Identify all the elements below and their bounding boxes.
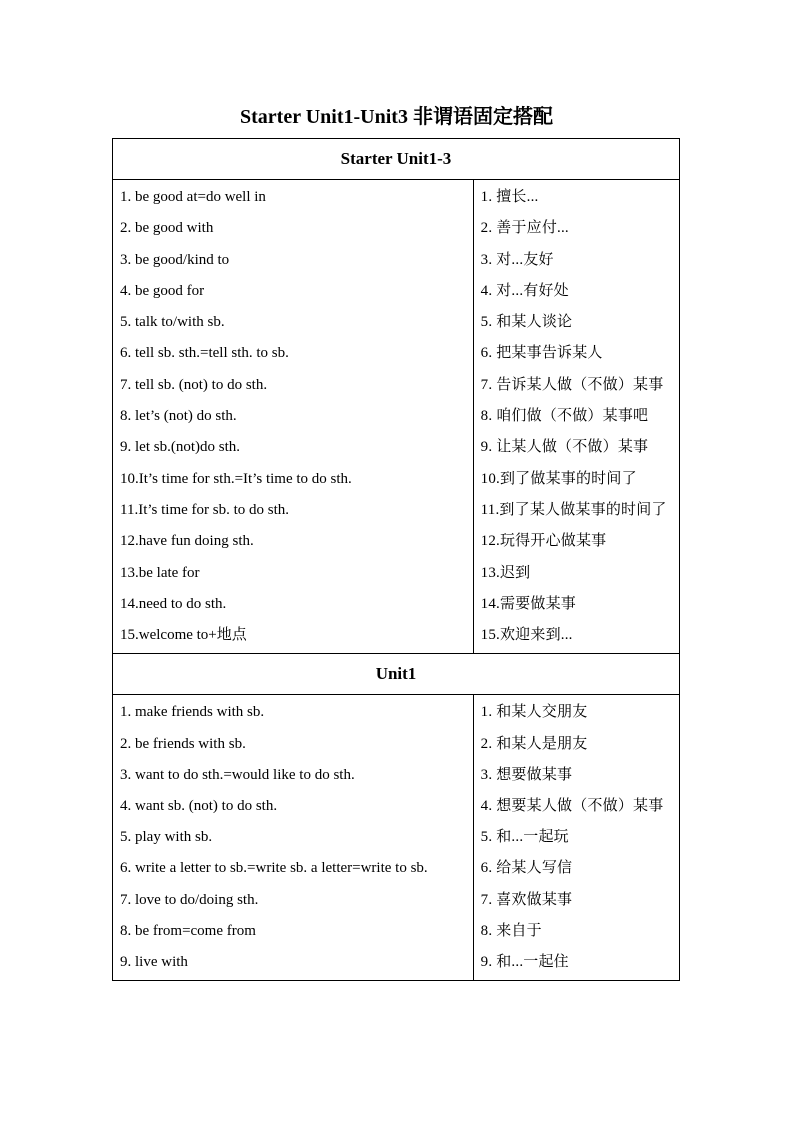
chinese-meaning-item: 12.玩得开心做某事 — [480, 533, 607, 550]
english-phrase-item: 4. want sb. (not) to do sth. — [120, 798, 278, 815]
chinese-meanings-cell — [473, 180, 679, 654]
chinese-meaning-item: 1. 和某人交朋友 — [480, 704, 588, 721]
english-phrase-item: 6. write a letter to sb.=write sb. a letter=write to sb. — [120, 860, 428, 877]
chinese-meaning-item: 5. 和...一起玩 — [480, 829, 569, 846]
chinese-meaning-item: 9. 和...一起住 — [480, 954, 569, 971]
chinese-meaning-item: 2. 和某人是朋友 — [480, 735, 588, 752]
chinese-meaning-item: 11.到了某人做某事的时间了 — [480, 501, 667, 518]
english-phrase-item: 1. be good at=do well in — [120, 189, 266, 205]
english-phrase-item: 4. be good for — [120, 282, 205, 299]
chinese-meaning-item: 3. 对...友好 — [480, 251, 554, 268]
chinese-meaning-list — [474, 695, 679, 980]
chinese-meaning-item: 3. 想要做某事 — [480, 766, 573, 783]
chinese-meaning-item: 13.迟到 — [480, 564, 531, 581]
english-phrase-item: 8. be from=come from — [120, 922, 256, 939]
english-phrase-item: 7. tell sb. (not) to do sth. — [120, 376, 268, 393]
chinese-meaning-item: 8. 来自于 — [480, 922, 542, 939]
english-phrase-item: 12.have fun doing sth. — [120, 533, 254, 550]
english-phrase-item: 11.It’s time for sb. to do sth. — [120, 501, 290, 518]
english-phrase-item: 8. let’s (not) do sth. — [120, 408, 237, 425]
section-header-unit1 — [113, 654, 680, 695]
chinese-meaning-item: 2. 善于应付... — [480, 220, 569, 237]
chinese-meaning-list — [474, 180, 679, 653]
english-phrase-item: 2. be friends with sb. — [120, 735, 246, 752]
chinese-meaning-item: 8. 咱们做（不做）某事吧 — [480, 408, 649, 425]
english-phrase-item: 14.need to do sth. — [120, 595, 227, 612]
chinese-meaning-item: 1. 擅长... — [480, 189, 539, 205]
phrase-table — [112, 138, 680, 981]
english-phrase-item: 2. be good with — [120, 220, 214, 237]
chinese-meaning-item: 6. 把某事告诉某人 — [480, 345, 603, 362]
chinese-meaning-item: 4. 对...有好处 — [480, 282, 569, 299]
english-phrase-item: 9. live with — [120, 954, 188, 971]
chinese-meaning-item: 7. 告诉某人做（不做）某事 — [480, 376, 664, 393]
english-phrase-item: 3. want to do sth.=would like to do sth. — [120, 766, 355, 783]
page-title: Starter Unit1-Unit3 非谓语固定搭配 — [240, 106, 553, 128]
section-body-unit1 — [113, 695, 680, 981]
english-phrase-item: 5. talk to/with sb. — [120, 314, 225, 331]
english-phrase-list — [113, 695, 473, 980]
section-heading: Unit1 — [113, 654, 680, 695]
english-phrase-item: 15.welcome to+地点 — [120, 627, 247, 644]
chinese-meaning-item: 15.欢迎来到... — [480, 627, 573, 644]
english-phrase-item: 1. make friends with sb. — [120, 704, 265, 721]
chinese-meaning-item: 9. 让某人做（不做）某事 — [480, 439, 649, 456]
section-body-starter — [113, 180, 680, 654]
chinese-meaning-item: 7. 喜欢做某事 — [480, 891, 573, 908]
english-phrase-item: 13.be late for — [120, 564, 200, 581]
english-phrase-item: 3. be good/kind to — [120, 251, 230, 268]
english-phrase-item: 10.It’s time for sth.=It’s time to do sth. — [120, 470, 352, 487]
chinese-meanings-cell — [473, 695, 679, 981]
english-phrase-list — [113, 180, 473, 653]
english-phrase-item: 7. love to do/doing sth. — [120, 891, 259, 908]
english-phrase-item: 9. let sb.(not)do sth. — [120, 439, 240, 456]
chinese-meaning-item: 14.需要做某事 — [480, 595, 576, 612]
english-phrases-cell — [113, 180, 474, 654]
section-heading: Starter Unit1-3 — [113, 139, 680, 180]
english-phrases-cell — [113, 695, 474, 981]
section-header-starter — [113, 139, 680, 180]
chinese-meaning-item: 5. 和某人谈论 — [480, 314, 573, 331]
chinese-meaning-item: 4. 想要某人做（不做）某事 — [480, 798, 664, 815]
english-phrase-item: 6. tell sb. sth.=tell sth. to sb. — [120, 345, 289, 362]
english-phrase-item: 5. play with sb. — [120, 829, 213, 846]
chinese-meaning-item: 6. 给某人写信 — [480, 860, 573, 877]
chinese-meaning-item: 10.到了做某事的时间了 — [480, 470, 637, 487]
